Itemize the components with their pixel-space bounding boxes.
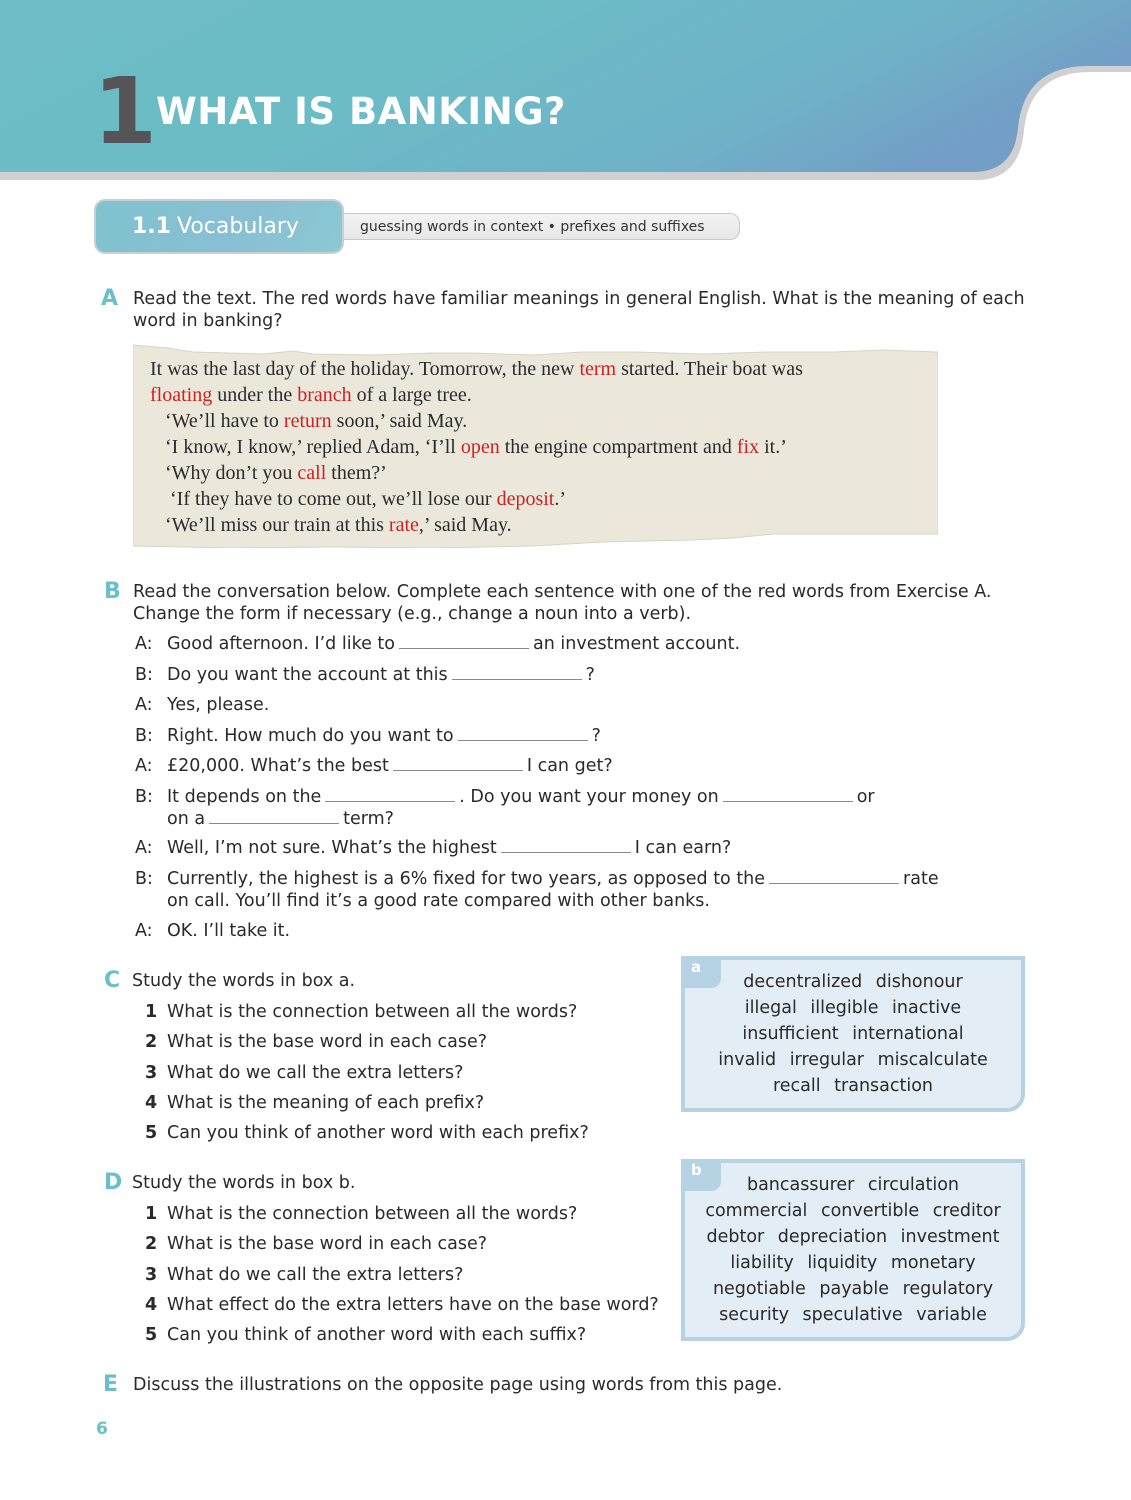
dialogue-text: OK. I’ll take it. — [167, 921, 291, 941]
exercise-d-instruction: Study the words in box b. — [132, 1173, 356, 1193]
story-line — [150, 382, 930, 408]
dialogue-text: . Do you want your money on — [459, 787, 719, 807]
answer-blank[interactable] — [458, 726, 588, 741]
exercise-a-instruction-2: word in banking? — [133, 311, 283, 331]
question-text: Can you think of another word with each prefix? — [167, 1123, 589, 1144]
section-subtitle: guessing words in context • prefixes and suffixes — [340, 213, 740, 240]
story-segment: ‘If they have to come out, we’ll lose our — [150, 488, 497, 510]
section-tab — [96, 201, 342, 252]
dialogue-line — [135, 837, 731, 859]
story-segment: under the — [212, 384, 298, 406]
dialogue-text: on a — [167, 809, 206, 829]
chapter-number: 1 — [93, 58, 154, 165]
dialogue-line — [135, 755, 613, 777]
exercise-b-letter: B — [104, 579, 121, 604]
word-list-line: illegal illegible inactive — [744, 998, 962, 1018]
word-list-line: negotiable payable regulatory — [712, 1279, 994, 1299]
story-line — [150, 356, 930, 382]
question-number: 5 — [145, 1123, 158, 1144]
dialogue-text: or — [856, 787, 875, 807]
story-segment: ‘We’ll have to — [150, 410, 284, 432]
story-segment: ,’ said May. — [418, 514, 512, 536]
story-segment: ‘I know, I know,’ replied Adam, ‘I’ll — [150, 436, 461, 458]
highlighted-word: open — [460, 436, 500, 458]
word-list-line: bancassurer circulation — [746, 1175, 960, 1195]
speaker-label: A: — [135, 695, 153, 715]
dialogue-line — [135, 694, 269, 716]
word-box-a — [681, 956, 1025, 1112]
dialogue-text: Well, I’m not sure. What’s the highest — [167, 838, 497, 858]
dialogue-text: I can earn? — [634, 838, 732, 858]
word-list-line: debtor depreciation investment — [706, 1227, 1000, 1247]
dialogue-text: £20,000. What’s the best — [167, 756, 389, 776]
exercise-a-instruction-1: Read the text. The red words have familiar meanings in general English. What is the meaning of each — [133, 289, 1025, 309]
dialogue-continuation — [167, 808, 394, 830]
question-number: 5 — [145, 1325, 158, 1346]
highlighted-word: call — [297, 462, 327, 484]
dialogue-text: ? — [591, 726, 601, 746]
speaker-label: B: — [135, 869, 153, 889]
highlighted-word: branch — [297, 384, 352, 406]
story-segment: the engine compartment and — [499, 436, 737, 458]
dialogue-text: Currently, the highest is a 6% fixed for two years, as opposed to the — [167, 869, 766, 889]
story-segment: it.’ — [759, 436, 787, 458]
word-box-a-tag: a — [681, 956, 721, 988]
story-segment: soon,’ said May. — [331, 410, 468, 432]
highlighted-word: fix — [736, 436, 760, 458]
question-number: 4 — [145, 1294, 158, 1315]
speaker-label: A: — [135, 838, 153, 858]
question-text: What do we call the extra letters? — [167, 1264, 464, 1285]
story-text-box — [133, 342, 938, 548]
question-text: What is the base word in each case? — [167, 1234, 488, 1255]
word-box-b-tag: b — [681, 1159, 721, 1191]
question-item — [145, 1203, 577, 1225]
highlighted-word: term — [579, 358, 617, 380]
word-list-line: security speculative variable — [719, 1305, 987, 1325]
answer-blank[interactable] — [452, 665, 582, 680]
question-number: 3 — [145, 1062, 158, 1083]
dialogue-text: ? — [585, 665, 595, 685]
dialogue-text: It depends on the — [167, 787, 322, 807]
word-list-line: recall transaction — [772, 1076, 934, 1096]
question-number: 4 — [145, 1092, 158, 1113]
exercise-d-letter: D — [104, 1170, 123, 1195]
dialogue-line — [135, 786, 875, 829]
dialogue-text: Good afternoon. I’d like to — [167, 634, 395, 654]
answer-blank[interactable] — [393, 756, 523, 771]
speaker-label: A: — [135, 634, 153, 654]
highlighted-word: deposit — [496, 488, 555, 510]
highlighted-word: rate — [388, 514, 419, 536]
speaker-label: A: — [135, 756, 153, 776]
story-line — [150, 408, 930, 434]
question-number: 3 — [145, 1264, 158, 1285]
question-text: What is the connection between all the words? — [167, 1204, 578, 1224]
speaker-label: B: — [135, 726, 153, 746]
story-line — [150, 434, 930, 460]
dialogue-text: rate — [903, 869, 939, 889]
story-segment: It was the last day of the holiday. Tomorrow, the new — [150, 358, 580, 380]
word-list-line: insufficient international — [742, 1024, 964, 1044]
question-item — [145, 1031, 487, 1053]
exercise-e-instruction: Discuss the illustrations on the opposite page using words from this page. — [133, 1375, 783, 1395]
question-item — [145, 1294, 659, 1316]
story-line — [150, 486, 930, 512]
speaker-label: A: — [135, 921, 153, 941]
exercise-a-letter: A — [101, 286, 119, 311]
story-segment: ‘We’ll miss our train at this — [150, 514, 389, 536]
question-text: What effect do the extra letters have on the base word? — [167, 1294, 659, 1315]
highlighted-word: floating — [150, 384, 213, 406]
question-text: What is the connection between all the words? — [167, 1002, 578, 1022]
dialogue-line — [135, 920, 290, 942]
word-box-a-words — [685, 960, 1021, 1099]
question-item — [145, 1001, 577, 1023]
dialogue-text: an investment account. — [533, 634, 741, 654]
question-item — [145, 1324, 586, 1346]
chapter-header-band — [0, 0, 1131, 180]
exercise-e-letter: E — [103, 1372, 119, 1397]
question-number: 1 — [145, 1002, 158, 1022]
chapter-title: WHAT IS BANKING? — [156, 90, 566, 133]
dialogue-text: I can get? — [526, 756, 613, 776]
answer-blank[interactable] — [769, 869, 899, 884]
dialogue-text: term? — [343, 809, 394, 829]
dialogue-text: Right. How much do you want to — [167, 726, 454, 746]
word-list-line: invalid irregular miscalculate — [718, 1050, 988, 1070]
exercise-b-instruction-1: Read the conversation below. Complete each sentence with one of the red words from Exercise A. — [133, 582, 992, 602]
word-box-b — [681, 1159, 1025, 1341]
story-line — [150, 460, 930, 486]
question-number: 1 — [145, 1204, 158, 1224]
word-list-line: liability liquidity monetary — [730, 1253, 976, 1273]
story-segment: started. Their boat was — [616, 358, 803, 380]
answer-blank[interactable] — [325, 787, 455, 802]
dialogue-continuation: on call. You’ll find it’s a good rate compared with other banks. — [167, 891, 710, 911]
speaker-label: B: — [135, 665, 153, 685]
question-item — [145, 1264, 463, 1286]
dialogue-line — [135, 725, 601, 747]
question-text: What do we call the extra letters? — [167, 1062, 464, 1083]
word-box-b-words — [685, 1163, 1021, 1328]
dialogue-text: Yes, please. — [167, 695, 270, 715]
question-text: Can you think of another word with each suffix? — [167, 1325, 587, 1346]
question-item — [145, 1092, 484, 1114]
question-item — [145, 1062, 463, 1084]
answer-blank[interactable] — [723, 787, 853, 802]
story-text — [150, 356, 930, 538]
exercise-c-letter: C — [104, 968, 121, 993]
question-text: What is the base word in each case? — [167, 1032, 488, 1053]
answer-blank[interactable] — [209, 809, 339, 824]
story-segment: .’ — [554, 488, 567, 510]
exercise-b-instruction-2: Change the form if necessary (e.g., change a noun into a verb). — [133, 604, 692, 624]
dialogue-text: Do you want the account at this — [167, 665, 448, 685]
story-segment: of a large tree. — [351, 384, 472, 406]
story-line — [150, 512, 930, 538]
answer-blank[interactable] — [399, 634, 529, 649]
question-item — [145, 1233, 487, 1255]
question-item — [145, 1122, 589, 1144]
story-segment: them?’ — [326, 462, 387, 484]
word-list-line: decentralized dishonour — [743, 972, 963, 992]
dialogue-line — [135, 664, 595, 686]
highlighted-word: return — [283, 410, 332, 432]
dialogue-line — [135, 868, 939, 911]
answer-blank[interactable] — [501, 838, 631, 853]
dialogue-line — [135, 633, 740, 655]
question-text: What is the meaning of each prefix? — [167, 1092, 485, 1113]
page-number: 6 — [96, 1419, 108, 1439]
section-number: 1.1 — [132, 214, 171, 239]
story-segment: ‘Why don’t you — [150, 462, 298, 484]
question-number: 2 — [145, 1234, 158, 1255]
speaker-label: B: — [135, 787, 153, 807]
question-number: 2 — [145, 1032, 158, 1053]
exercise-c-instruction: Study the words in box a. — [132, 971, 356, 991]
section-label: Vocabulary — [176, 214, 299, 239]
word-list-line: commercial convertible creditor — [705, 1201, 1001, 1221]
